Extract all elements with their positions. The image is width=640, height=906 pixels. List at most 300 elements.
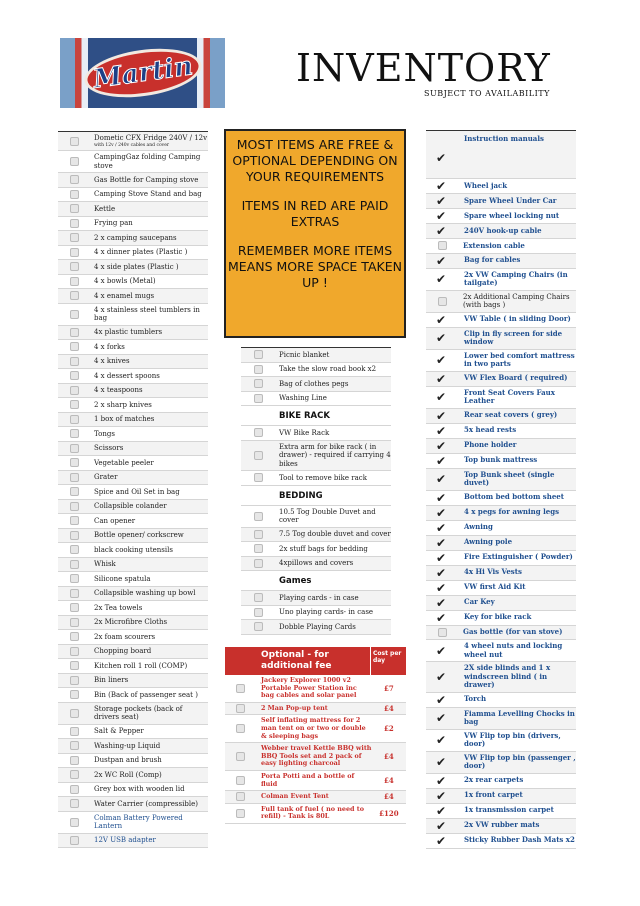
item-label: Phone holder [464, 440, 517, 450]
item-label [94, 676, 128, 685]
checkbox[interactable] [70, 836, 79, 845]
checkbox[interactable] [236, 704, 245, 713]
checkbox[interactable] [70, 262, 79, 271]
item-label: 4x Hi Vis Vests [464, 567, 522, 577]
item-label [94, 814, 208, 831]
item-label [94, 560, 116, 569]
item-text: 4 x knives [94, 357, 130, 365]
checkmark-icon[interactable]: ✔ [436, 371, 447, 386]
item-label: VW Bike Rack [279, 428, 330, 437]
item-label: 4 x pegs for awning legs [464, 507, 560, 517]
item-subtext: with 12v / 240v cables and cover [94, 142, 170, 148]
checkmark-icon[interactable]: ✔ [436, 803, 447, 818]
checkbox[interactable] [236, 792, 245, 801]
checkbox[interactable] [254, 622, 263, 631]
optional-header-label: Optional - for additional fee [225, 647, 371, 675]
optional-item-label: Colman Event Tent [261, 792, 329, 801]
item-label: Car Key [464, 597, 495, 607]
item-label [94, 618, 167, 627]
checkbox[interactable] [70, 219, 79, 228]
item-label [94, 531, 184, 540]
item-text: Kettle [94, 204, 116, 213]
list-item [58, 442, 208, 457]
item-text: 4x plastic tumblers [94, 328, 163, 336]
list-item [426, 239, 576, 254]
checkbox[interactable] [70, 342, 79, 351]
optional-item-label: Self inflating mattress for 2 man tent on or two or double & sleeping bags [261, 716, 366, 740]
list-item [58, 384, 208, 399]
checkmark-icon[interactable]: ✔ [436, 453, 447, 468]
list-item [58, 413, 208, 428]
item-text: CampingGaz folding Camping stove [94, 153, 201, 170]
item-label [94, 473, 117, 482]
item-text: Tongs [94, 429, 115, 438]
optional-item-cost: £120 [379, 808, 399, 818]
item-text: Collapsible colander [94, 502, 167, 510]
list-item [58, 703, 208, 725]
item-text: Bottle opener/ corkscrew [94, 531, 184, 539]
checkbox[interactable] [70, 415, 79, 424]
notice-line-paid: ITEMS IN RED ARE PAID EXTRAS [241, 198, 389, 229]
item-label: Rear seat covers ( grey) [464, 410, 558, 420]
item-text: 2x Microfibre Cloths [94, 618, 168, 626]
item-label: 2X side blinds and 1 x windscreen blind ( in drawer) [464, 663, 551, 689]
list-item [58, 674, 208, 689]
item-text: Gas Bottle for Camping stove [94, 175, 199, 184]
list-item [426, 291, 576, 313]
page-title: INVENTORY [296, 46, 551, 90]
item-label: 2x stuff bags for bedding [279, 544, 368, 553]
item-label [94, 277, 156, 286]
item-label [94, 343, 125, 352]
checkbox[interactable] [254, 544, 263, 553]
checkbox[interactable] [236, 724, 245, 733]
optional-row [225, 715, 406, 743]
item-label: VW Table ( in sliding Door) [464, 314, 571, 324]
checkmark-icon[interactable]: ✔ [436, 788, 447, 803]
list-item [426, 581, 576, 596]
item-label: Dobble Playing Cards [279, 622, 356, 631]
item-text: Dometic CFX Fridge 240V / 12v [94, 134, 208, 142]
checkbox[interactable] [70, 291, 79, 300]
item-text: 1 box of matches [94, 415, 155, 423]
list-item [58, 427, 208, 442]
checkmark-icon[interactable]: ✔ [436, 438, 447, 453]
checkbox[interactable] [70, 603, 79, 612]
item-label: 1x transmission carpet [464, 805, 554, 815]
checkbox[interactable] [70, 516, 79, 525]
item-text: 4 x stainless steel tumblers in bag [94, 305, 200, 322]
item-label [94, 444, 123, 453]
optional-row [225, 703, 406, 716]
checkmark-icon[interactable]: ✔ [436, 472, 447, 486]
item-label: Picnic blanket [279, 350, 330, 359]
item-label: Extra arm for bike rack ( in drawer) - required if carrying 4 bikes [279, 442, 391, 468]
checkbox[interactable] [70, 473, 79, 482]
checkbox[interactable] [438, 297, 447, 306]
checkbox[interactable] [70, 785, 79, 794]
optional-item-cost: £4 [383, 776, 394, 786]
item-text: Grater [94, 473, 118, 481]
checkmark-icon[interactable]: ✔ [436, 833, 447, 848]
checkmark-icon[interactable]: ✔ [436, 353, 447, 367]
checkmark-icon[interactable]: ✔ [436, 179, 447, 193]
list-item [58, 340, 208, 355]
item-label: 240V hook-up cable [464, 225, 542, 235]
checkbox[interactable] [254, 394, 263, 403]
item-label: Sticky Rubber Dash Mats x2 [464, 835, 575, 845]
list-item [426, 254, 576, 269]
list-item [241, 606, 391, 621]
item-text: Bin liners [94, 676, 129, 684]
checkbox[interactable] [254, 428, 263, 437]
list-item [58, 355, 208, 370]
list-item [58, 616, 208, 631]
checkbox[interactable] [254, 559, 263, 568]
checkbox[interactable] [70, 709, 79, 718]
item-label [94, 517, 135, 526]
item-label [94, 357, 130, 366]
list-item [58, 587, 208, 602]
checkbox[interactable] [70, 310, 79, 319]
checkbox[interactable] [70, 589, 79, 598]
checkbox[interactable] [70, 357, 79, 366]
checkbox[interactable] [70, 204, 79, 213]
checkmark-icon[interactable]: ✔ [436, 565, 447, 580]
item-label [94, 800, 198, 809]
checkbox[interactable] [70, 632, 79, 641]
checkbox[interactable] [70, 487, 79, 496]
checkbox[interactable] [70, 175, 79, 184]
checkbox[interactable] [70, 676, 79, 685]
checkbox[interactable] [70, 248, 79, 257]
checkbox[interactable] [70, 770, 79, 779]
list-item [241, 620, 391, 635]
item-text: 4 x forks [94, 342, 125, 351]
list-item [426, 372, 576, 387]
item-label: Top Bunk sheet (single duvet) [464, 469, 555, 487]
list-item [426, 224, 576, 239]
checkbox[interactable] [254, 379, 263, 388]
list-item [58, 485, 208, 500]
list-item [426, 209, 576, 224]
item-label: Top bunk mattress [464, 455, 538, 465]
item-text: Dustpan and brush [94, 756, 162, 764]
checkbox[interactable] [254, 451, 263, 460]
notice-line-space: REMEMBER MORE ITEMS MEANS MORE SPACE TAKEN UP ! [228, 243, 402, 290]
list-item [241, 471, 391, 486]
item-label [94, 756, 162, 765]
checkmark-icon[interactable]: ✔ [436, 818, 447, 833]
checkbox[interactable] [70, 690, 79, 699]
checkbox[interactable] [70, 574, 79, 583]
list-item [426, 752, 576, 774]
checkbox[interactable] [70, 444, 79, 453]
checkmark-icon[interactable]: ✔ [436, 505, 447, 520]
checkbox[interactable] [70, 233, 79, 242]
list-item [58, 289, 208, 304]
item-label: Spare wheel locking nut [464, 210, 560, 220]
item-label [94, 502, 167, 511]
optional-extras-table [225, 647, 406, 824]
list-item [426, 194, 576, 209]
item-text: 4 x dinner plates (Plastic ) [94, 248, 188, 256]
checkbox[interactable] [70, 545, 79, 554]
item-label: 1x front carpet [464, 790, 523, 800]
checkbox[interactable] [70, 741, 79, 750]
list-item [426, 491, 576, 506]
vehicle-checklist [426, 130, 576, 849]
optional-item-cost: £4 [383, 792, 394, 802]
checkbox[interactable] [254, 512, 263, 521]
item-label [94, 589, 195, 598]
item-label [94, 263, 179, 272]
list-item [426, 350, 576, 372]
checkmark-icon[interactable]: ✔ [436, 253, 447, 268]
item-label [94, 662, 187, 671]
list-item [58, 739, 208, 754]
checkbox[interactable] [70, 137, 79, 146]
item-label [94, 401, 152, 410]
list-item [241, 426, 391, 441]
list-item [58, 645, 208, 660]
checkbox[interactable] [254, 365, 263, 374]
optional-header [225, 647, 406, 675]
checkmark-icon[interactable]: ✔ [436, 209, 447, 223]
item-label [94, 248, 187, 257]
checkmark-icon[interactable]: ✔ [436, 390, 447, 404]
kitchen-checklist [58, 131, 208, 848]
list-item [426, 269, 576, 291]
notice-line-free: MOST ITEMS ARE FREE & OPTIONAL DEPENDING ON YOUR REQUIREMENTS [232, 137, 398, 184]
list-item [426, 626, 576, 641]
checkbox[interactable] [70, 190, 79, 199]
item-text: 4 x enamel mugs [94, 291, 155, 300]
item-label: 2x rear carpets [464, 775, 524, 785]
list-item [426, 536, 576, 551]
optional-item-cost: £4 [383, 752, 394, 762]
item-label: Bag of clothes pegs [279, 379, 349, 388]
checkmark-icon[interactable]: ✔ [436, 408, 447, 423]
checkbox[interactable] [70, 458, 79, 467]
list-item [58, 132, 208, 151]
checkmark-icon[interactable]: ✔ [436, 733, 447, 747]
checkbox[interactable] [70, 400, 79, 409]
checkbox[interactable] [254, 608, 263, 617]
checkmark-icon[interactable]: ✔ [436, 610, 447, 625]
checkmark-icon[interactable]: ✔ [436, 272, 447, 286]
list-item [58, 202, 208, 217]
item-text: Silicone spatula [94, 574, 151, 583]
optional-item-label: Porta Potti and a bottle of fluid [261, 771, 355, 788]
list-item [241, 591, 391, 606]
item-label [94, 705, 208, 722]
list-item [426, 409, 576, 424]
checkbox[interactable] [70, 328, 79, 337]
item-label: VW Flip top bin (passenger , door) [464, 752, 576, 770]
checkbox[interactable] [70, 277, 79, 286]
item-label: Fire Extinguisher ( Powder) [464, 552, 573, 562]
item-text: 4 x side plates (Plastic ) [94, 262, 179, 271]
list-item [241, 557, 391, 572]
checkmark-icon[interactable]: ✔ [436, 423, 447, 438]
optional-row [225, 771, 406, 791]
item-text: Can opener [94, 516, 136, 525]
checkbox[interactable] [70, 429, 79, 438]
item-label: Awning [464, 522, 493, 532]
list-item [241, 348, 391, 363]
checkmark-icon[interactable]: ✔ [436, 520, 447, 535]
item-label: 10.5 Tog Double Duvet and cover [279, 507, 376, 524]
item-text: Washing-up Liquid [94, 741, 161, 750]
item-text: Bin (Back of passenger seat ) [94, 690, 198, 699]
item-label: Fiamma Levelling Chocks in bag [464, 708, 575, 726]
checkbox[interactable] [70, 371, 79, 380]
checkbox[interactable] [70, 818, 79, 827]
list-item [426, 551, 576, 566]
list-item [58, 217, 208, 232]
checkbox[interactable] [70, 157, 79, 166]
item-label [94, 386, 143, 395]
list-item [58, 601, 208, 616]
list-item [58, 326, 208, 341]
item-text: Spice and Oil Set in bag [94, 487, 180, 496]
checkbox[interactable] [236, 684, 245, 693]
list-item [426, 662, 576, 693]
item-label [94, 546, 173, 555]
item-label [94, 234, 177, 243]
item-text: Scissors [94, 444, 124, 452]
item-text: 2x Tea towels [94, 603, 143, 612]
checkbox[interactable] [236, 809, 245, 818]
list-item [58, 630, 208, 645]
list-item [58, 834, 208, 849]
list-item [58, 304, 208, 326]
checkmark-icon[interactable]: ✔ [436, 331, 447, 345]
checkbox[interactable] [70, 618, 79, 627]
list-item [58, 754, 208, 769]
item-label [94, 190, 202, 199]
games-heading: Games [241, 571, 391, 591]
optional-row [225, 743, 406, 771]
item-text: Salt & Pepper [94, 727, 144, 735]
checkmark-icon[interactable]: ✔ [436, 490, 447, 505]
item-text: 2x WC Roll (Comp) [94, 770, 162, 779]
item-label: Awning pole [464, 537, 513, 547]
item-label: Tool to remove bike rack [279, 473, 367, 482]
checkbox[interactable] [70, 386, 79, 395]
checkbox[interactable] [254, 473, 263, 482]
checkmark-icon[interactable]: ✔ [436, 669, 447, 684]
checkmark-icon[interactable]: ✔ [436, 194, 447, 208]
item-label [94, 836, 156, 845]
list-item [426, 708, 576, 730]
checkmark-icon[interactable]: ✔ [436, 312, 447, 327]
item-label [94, 219, 133, 228]
checkmark-icon[interactable]: ✔ [436, 755, 447, 769]
item-label [94, 153, 208, 170]
checkbox[interactable] [254, 350, 263, 359]
item-label [94, 742, 160, 751]
item-label [94, 205, 115, 214]
item-text: 4 x dessert spoons [94, 371, 160, 380]
list-item [58, 231, 208, 246]
item-label [94, 372, 160, 381]
list-item [58, 369, 208, 384]
list-item [426, 774, 576, 789]
list-item [241, 506, 391, 528]
logo-badge [81, 42, 204, 104]
checkmark-icon[interactable]: ✔ [436, 224, 447, 238]
item-text: Chopping board [94, 647, 152, 655]
checkbox[interactable] [70, 799, 79, 808]
checkmark-icon[interactable]: ✔ [436, 535, 447, 550]
checkbox[interactable] [254, 593, 263, 602]
list-item [241, 441, 391, 472]
item-text: 2 x sharp knives [94, 400, 152, 409]
logo-text: Martin [90, 51, 195, 95]
checkbox[interactable] [70, 647, 79, 656]
item-label: Spare Wheel Under Car [464, 195, 557, 205]
list-item [58, 260, 208, 275]
optional-row [225, 791, 406, 804]
checkbox[interactable] [70, 531, 79, 540]
checkmark-icon[interactable]: ✔ [436, 595, 447, 610]
list-item [426, 819, 576, 834]
checkmark-icon[interactable]: ✔ [436, 692, 447, 707]
checkbox[interactable] [70, 727, 79, 736]
checkmark-icon[interactable]: ✔ [436, 643, 447, 658]
list-item [58, 688, 208, 703]
item-text: Colman Battery Powered Lantern [94, 813, 183, 830]
checkmark-icon[interactable]: ✔ [436, 151, 447, 165]
accessories-checklist [241, 347, 391, 635]
checkmark-icon[interactable]: ✔ [436, 580, 447, 595]
list-item [426, 179, 576, 194]
checkbox[interactable] [70, 502, 79, 511]
list-item [241, 363, 391, 378]
notice-box [224, 129, 406, 338]
list-item [426, 611, 576, 626]
list-item [426, 789, 576, 804]
list-item [426, 454, 576, 469]
item-label [94, 459, 154, 468]
checkbox[interactable] [254, 530, 263, 539]
checkmark-icon[interactable]: ✔ [436, 711, 447, 725]
checkbox[interactable] [70, 661, 79, 670]
list-item [426, 131, 576, 179]
list-item [241, 542, 391, 557]
checkbox[interactable] [70, 756, 79, 765]
page-subtitle: SUBJECT TO AVAILABILITY [424, 89, 550, 98]
checkmark-icon[interactable]: ✔ [436, 550, 447, 565]
checkmark-icon[interactable]: ✔ [436, 773, 447, 788]
list-item [58, 543, 208, 558]
checkbox[interactable] [236, 752, 245, 761]
item-label [94, 430, 115, 439]
item-label [94, 785, 185, 794]
list-item [426, 596, 576, 611]
checkbox[interactable] [236, 776, 245, 785]
checkbox[interactable] [70, 560, 79, 569]
list-item [241, 377, 391, 392]
list-item [58, 246, 208, 261]
checkbox[interactable] [438, 241, 447, 250]
checkbox[interactable] [438, 628, 447, 637]
list-item [58, 173, 208, 188]
list-item [426, 439, 576, 454]
item-label [94, 604, 142, 613]
